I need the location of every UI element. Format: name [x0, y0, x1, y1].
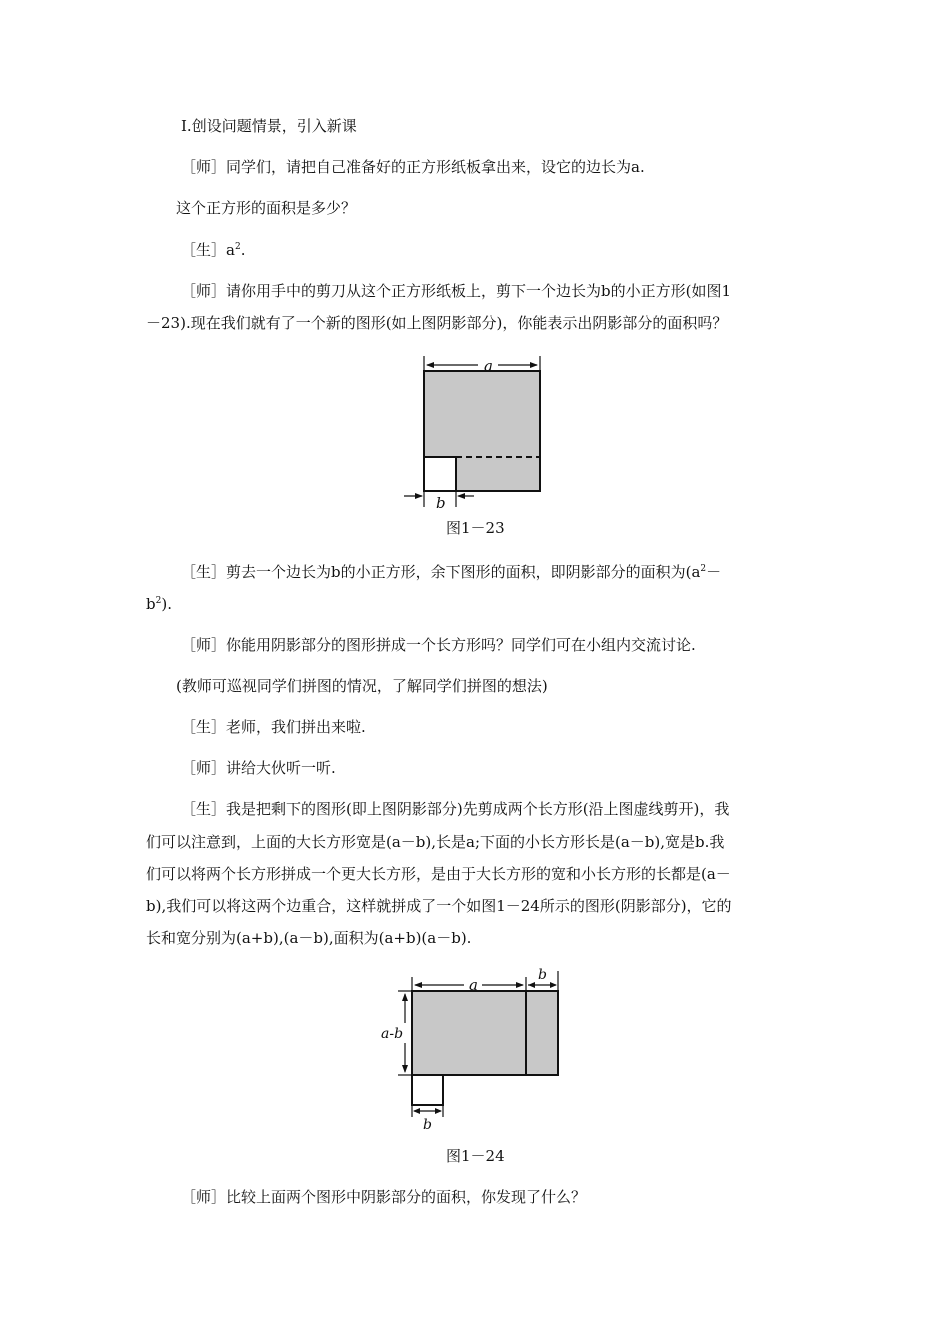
- paragraph-line: (教师可巡视同学们拼图的情况，了解同学们拼图的想法): [176, 677, 548, 695]
- paragraph-line: 们可以将两个长方形拼成一个更大长方形，是由于大长方形的宽和小长方形的长都是(a－: [146, 865, 731, 883]
- label-a: a: [484, 357, 493, 375]
- superscript: 2: [234, 242, 241, 252]
- paragraph-line: [146, 594, 172, 614]
- figure-caption: 图1－24: [446, 1147, 505, 1165]
- paragraph-line: 们可以注意到，上面的大长方形宽是(a－b),长是a;下面的小长方形长是(a－b),宽是b.我: [146, 833, 725, 851]
- paragraph-line: [181, 240, 245, 260]
- cut-square: [424, 457, 456, 491]
- text-run: b: [146, 595, 156, 613]
- label-a: a: [469, 976, 478, 994]
- paragraph-line: ［师］讲给大伙听一听.: [181, 759, 336, 777]
- paragraph-line: ［师］同学们，请把自己准备好的正方形纸板拿出来，设它的边长为a.: [181, 158, 645, 176]
- superscript: 2: [700, 564, 707, 574]
- paragraph-line: ［师］你能用阴影部分的图形拼成一个长方形吗？同学们可在小组内交流讨论.: [181, 636, 696, 654]
- text-run: .: [240, 241, 246, 259]
- text-run: ［生］剪去一个边长为b的小正方形，余下图形的面积，即阴影部分的面积为(a: [181, 563, 701, 581]
- label-a-minus-b: a-b: [381, 1026, 404, 1042]
- paragraph-line: 这个正方形的面积是多少？: [176, 199, 357, 217]
- paragraph-line: ［生］我是把剩下的图形(即上图阴影部分)先剪成两个长方形(沿上图虚线剪开)，我: [181, 800, 730, 818]
- paragraph-line: [181, 562, 721, 582]
- text-run: ).: [161, 595, 172, 613]
- paragraph-line: －23).现在我们就有了一个新的图形(如上图阴影部分)，你能表示出阴影部分的面积吗？: [146, 314, 728, 332]
- figure-1-23: [398, 353, 558, 511]
- section-heading: Ⅰ.创设问题情景，引入新课: [181, 117, 357, 135]
- label-b: b: [538, 967, 547, 983]
- text-run: ［生］a: [181, 241, 235, 259]
- figure-1-24: [378, 965, 564, 1135]
- superscript: 2: [155, 596, 162, 606]
- paragraph-line: ［师］比较上面两个图形中阴影部分的面积，你发现了什么？: [181, 1188, 587, 1206]
- paragraph-line: b),我们可以将这两个边重合，这样就拼成了一个如图1－24所示的图形(阴影部分)，它的: [146, 897, 732, 915]
- paragraph-line: ［师］请你用手中的剪刀从这个正方形纸板上，剪下一个边长为b的小正方形(如图1: [181, 282, 732, 300]
- figure-caption: 图1－23: [446, 519, 505, 537]
- shaded-region: [412, 991, 558, 1075]
- small-square: [412, 1075, 443, 1105]
- paragraph-line: 长和宽分别为(a+b),(a－b),面积为(a+b)(a－b).: [146, 929, 472, 947]
- label-b: b: [436, 494, 446, 511]
- paragraph-line: ［生］老师，我们拼出来啦.: [181, 718, 366, 736]
- label-b: b: [423, 1117, 432, 1133]
- text-run: －: [706, 563, 722, 581]
